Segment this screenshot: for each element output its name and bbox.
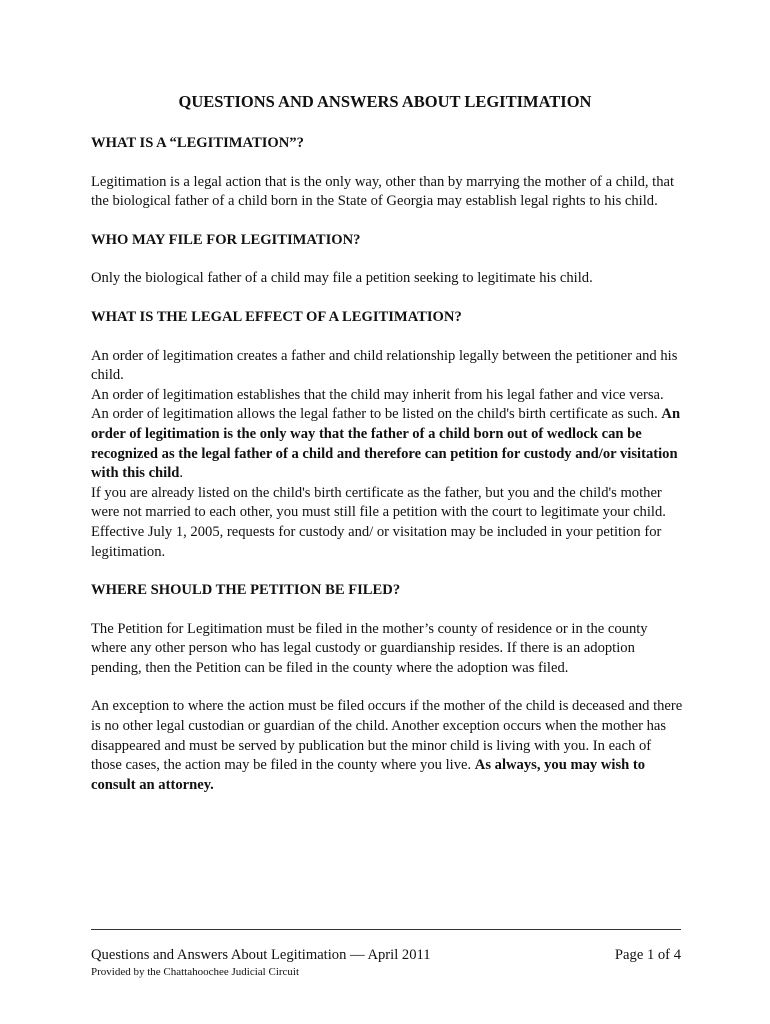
paragraph-mixed	[91, 386, 683, 484]
paragraph-text: An exception to where the action must be filed occurs if the mother of the child is deceased and there is no other legal custodian or guardian of the child. Another exception occurs when the mother has disappeared and must be served by publication but the minor child is living with you. In each of those cases, the action may be filed in the county where you live.	[91, 698, 683, 774]
paragraph: Effective July 1, 2005, requests for custody and/ or visitation may be included in your petition for legitimation.	[91, 523, 662, 560]
paragraph: Only the biological father of a child may file a petition seeking to legitimate his child.	[91, 270, 593, 287]
footer-provided-by: Provided by the Chattahoochee Judicial Circuit	[91, 966, 300, 978]
footer-divider	[91, 929, 681, 930]
page-title: QUESTIONS AND ANSWERS ABOUT LEGITIMATION	[178, 92, 592, 111]
section-heading: WHAT IS A “LEGITIMATION”?	[91, 135, 304, 151]
paragraph: Legitimation is a legal action that is the only way, other than by marrying the mother of a child, that the biological father of a child born in the State of Georgia may establish legal rights to his child.	[91, 173, 675, 210]
paragraph-mixed	[91, 697, 683, 795]
paragraph: An order of legitimation creates a father and child relationship legally between the petitioner and his child.	[91, 347, 678, 384]
section-heading: WHAT IS THE LEGAL EFFECT OF A LEGITIMATION?	[91, 308, 462, 325]
paragraph: The Petition for Legitimation must be filed in the mother’s county of residence or in the county where any other person who has legal custody or guardianship resides. If there is an adoption pending, then the Petition can be filed in the county where the adoption was filed.	[91, 620, 648, 676]
section-heading: WHERE SHOULD THE PETITION BE FILED?	[91, 582, 401, 599]
document-body	[91, 134, 683, 814]
paragraph-text: .	[179, 465, 184, 482]
paragraph-text: An order of legitimation establishes that the child may inherit from his legal father and vice versa. An order of legitimation allows the legal father to be listed on the child's birth certificate as such.	[91, 386, 664, 423]
section-heading: WHO MAY FILE FOR LEGITIMATION?	[91, 231, 361, 248]
emphasis-text: As always, you may wish to consult an attorney.	[91, 757, 646, 793]
footer-title: Questions and Answers About Legitimation — April 2011	[91, 947, 431, 963]
paragraph: If you are already listed on the child's birth certificate as the father, but you and the child's mother were not married to each other, you must still file a petition with the court to legitimate your child.	[91, 484, 666, 521]
emphasis-text: An order of legitimation is the only way that the father of a child born out of wedlock can be recognized as the legal father of a child and therefore can petition for custody and/or visitation with this child	[91, 406, 681, 482]
page-number: Page 1 of 4	[614, 947, 681, 963]
